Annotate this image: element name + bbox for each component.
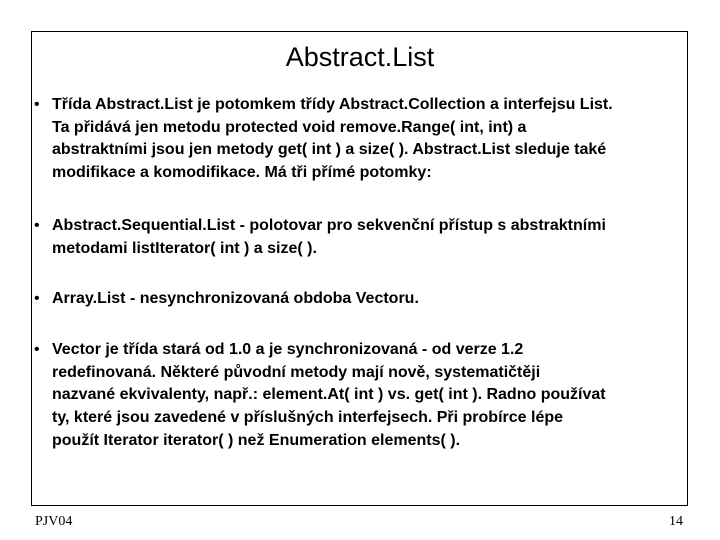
bullet-line: • Array.List - nesynchronizovaná obdoba Vectoru. (52, 290, 419, 307)
bullet-abstract-list (34, 94, 702, 185)
bullet-line: • Vector je třída stará od 1.0 a je synchronizovaná - od verze 1.2 (52, 341, 524, 358)
bullet-line: modifikace a komodifikace. Má tři přímé potomky: (52, 164, 432, 182)
bullet-line: • Třída Abstract.List je potomkem třídy Abstract.Collection a interfejsu List. (52, 96, 613, 113)
bullet-line: abstraktními jsou jen metody get( int ) a size( ). Abstract.List sleduje také (52, 141, 607, 159)
slide-title: Abstract.List (285, 42, 435, 72)
bullet-line: nazvané ekvivalenty, např.: element.At( int ) vs. get( int ). Radno používat (52, 386, 606, 404)
bullet-line: metodami listIterator( int ) a size( ). (52, 239, 317, 257)
bullet-line: ty, které jsou zavedené v příslušných interfejsech. Při probírce lépe (52, 409, 564, 427)
bullet-line: • Abstract.Sequential.List - polotovar pro sekvenční přístup s abstraktními (52, 217, 606, 234)
bullet-abstract-sequential-list (34, 215, 702, 260)
bullet-array-list (34, 288, 702, 311)
bullet-line: redefinovaná. Některé původní metody mají nově, systematičtěji (52, 363, 541, 381)
bullet-line: použít Iterator iterator( ) než Enumeration elements( ). (52, 431, 461, 449)
footer-course-label: PJV04 (35, 514, 73, 529)
bullet-vector (34, 339, 702, 453)
footer-page-number: 14 (669, 514, 683, 529)
bullet-line: Ta přidává jen metodu protected void remove.Range( int, int) a (52, 118, 527, 136)
